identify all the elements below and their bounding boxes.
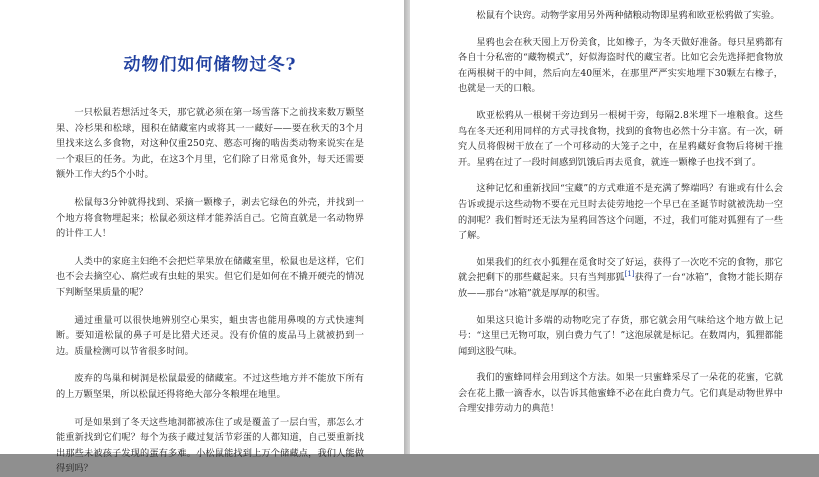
paragraph: 人类中的家庭主妇绝不会把烂苹果放在储藏室里，松鼠也是这样，它们也不会去摘空心、腐烂或有虫蛀的果实。但它们是如何在不撬开硬壳的情况下判断坚果质量的呢？ xyxy=(56,255,364,298)
paragraph: 星鸦也会在秋天囤上万份美食，比如橡子，为冬天做好准备。每只星鸦都有各自十分私密的“藏物模式”，好似海盗时代的藏宝者。比如它会先选择把食物放在两根树干的中间，然后向左40厘米，在那里严严实实地埋下30颗左右橡子，也就是一天的口粮。 xyxy=(458,36,783,95)
footnote-link[interactable]: [1] xyxy=(624,270,635,279)
right-page xyxy=(410,0,819,454)
left-page xyxy=(0,0,404,475)
paragraph: 我们的蜜蜂同样会用到这个方法。如果一只蜜蜂采尽了一朵花的花蜜，它就会在花上撒一滴香水，以告诉其他蜜蜂不必在此白费力气。它们真是动物世界中合理安排劳动力的典范！ xyxy=(458,372,783,415)
fox-paragraph-text: 如果我们的红衣小狐狸在觅食时交了好运，获得了一次吃不完的食物，那它就会把剩下的那些藏起来。只有当判那狐 xyxy=(458,256,783,284)
paragraph: 废弃的鸟巢和树洞是松鼠最爱的储藏室。不过这些地方并不能放下所有的上万颗坚果，所以松鼠还得将绝大部分冬粮埋在地里。 xyxy=(56,373,364,400)
paragraph: 通过重量可以很快地辨别空心果实，蛆虫害也能用鼻嗅的方式快速判断。要知道松鼠的鼻子可是比猎犬还灵。没有价值的废品马上就被扔到一边。质量检测可以节省很多时间。 xyxy=(56,314,364,357)
fox-paragraph xyxy=(458,255,783,302)
paragraph: 可是如果到了冬天这些地洞都被冻住了或是覆盖了一层白雪，那怎么才能重新找到它们呢？每个为孩子藏过复活节彩蛋的人都知道，自己要重新找出那些未被孩子发现的蛋有多难。小松鼠能找到上万个储藏点，我们人能做得到吗？ xyxy=(56,416,364,475)
paragraph: 欧亚松鸦从一根树干旁边到另一根树干旁，每隔2.8米埋下一堆粮食。这些鸟在冬天还利用同样的方式寻找食物，找到的食物也必然十分丰富。有一次，研究人员将假树干放在了一个可移动的大笼子之中，在星鸦藏好食物后将树干推开。星鸦在过了一段时间感到饥饿后再去觅食，就连一颗橡子也找不到了。 xyxy=(458,109,783,168)
page-title: 动物们如何储物过冬? xyxy=(123,55,297,75)
paragraph: 这种记忆和重新找回“宝藏”的方式难道不是充满了弊端吗？有谁或有什么会告诉或提示这些动物不要在元旦时去徒劳地挖一个早已在圣诞节时就被洗劫一空的洞呢？我们暂时还无法为星鸦回答这个问题，不过，我们可能对狐狸有了一些了解。 xyxy=(458,183,783,242)
fox-paragraph-tail: 获得了一台“冰箱”，食物才能长期存放——那台“冰箱”就是厚厚的积雪。 xyxy=(458,272,783,299)
paragraph: 一只松鼠若想活过冬天，那它就必须在第一场雪落下之前找来数万颗坚果、冷杉果和松球，囤积在储藏室内或将其一一藏好——要在秋天的3个月里找来这么多食物，对这种仅重250克、憨态可掬的啮齿类动物来说实在是一个艰巨的任务。为此，在这3个月里，它们除了日常觅食外，每天还需要额外工作大约5个小时。 xyxy=(56,107,364,181)
continued-paragraph: 松鼠有个诀窍。动物学家用另外两种储粮动物即星鸦和欧亚松鸦做了实验。 xyxy=(476,10,780,21)
paragraph: 如果这只诡计多端的动物吃完了存货，那它就会用气味给这个地方做上记号：“这里已无物可取，别白费力气了！”这泡尿就是标记。在数周内，狐狸都能闻到这股气味。 xyxy=(458,314,783,357)
paragraph: 松鼠每3分钟就得找到、采摘一颗橡子，剥去它绿色的外壳，并找到一个地方将食物埋起来；松鼠必须这样才能养活自己。它简直就是一名动物界的计件工人！ xyxy=(56,196,364,240)
